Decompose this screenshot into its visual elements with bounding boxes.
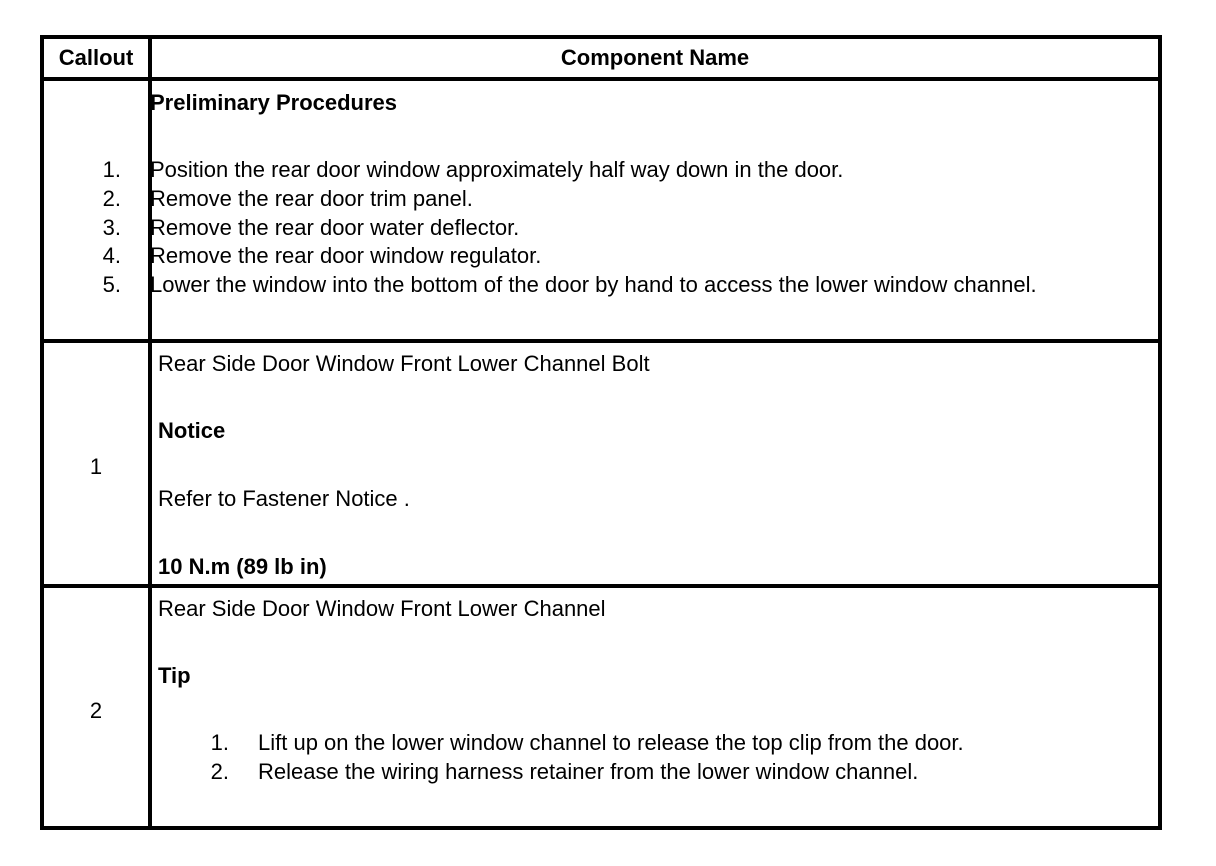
- notice-label: Notice: [158, 418, 226, 443]
- step-number: 3.: [102, 214, 121, 240]
- tip-steps: [210, 729, 964, 787]
- step-number: 1.: [210, 730, 229, 755]
- step-number: 5.: [102, 272, 121, 298]
- header-row: [44, 39, 1158, 77]
- preliminary-title: Preliminary Procedures: [150, 90, 398, 115]
- preliminary-steps: [102, 156, 1037, 300]
- component-name: Rear Side Door Window Front Lower Channel: [158, 596, 606, 621]
- list-item: [210, 758, 964, 787]
- step-number: 4.: [102, 243, 121, 269]
- component-cell: [158, 588, 1158, 826]
- notice-text: Refer to Fastener Notice .: [158, 486, 410, 511]
- step-number: 1.: [102, 157, 121, 182]
- callout-number: 2: [89, 698, 103, 723]
- step-text: Position the rear door window approximately half way down in the door.: [150, 157, 844, 182]
- torque-spec: 10 N.m (89 lb in): [158, 554, 327, 579]
- list-item: [102, 156, 1037, 185]
- list-item: [102, 185, 1037, 214]
- callout-number: 1: [89, 454, 103, 479]
- component-name: Rear Side Door Window Front Lower Channel Bolt: [158, 351, 650, 376]
- list-item: [210, 729, 964, 758]
- header-callout: Callout: [58, 45, 134, 70]
- table-row: [44, 343, 1158, 584]
- procedure-table: [40, 35, 1162, 830]
- list-item: [102, 214, 1037, 243]
- preliminary-callout-cell: [44, 81, 148, 339]
- list-item: [102, 271, 1037, 300]
- preliminary-row: [44, 81, 1158, 339]
- tip-label: Tip: [158, 663, 191, 688]
- component-cell: [158, 343, 1158, 584]
- step-text: Remove the rear door water deflector.: [150, 214, 520, 240]
- list-item: [102, 242, 1037, 271]
- step-text: Lower the window into the bottom of the door by hand to access the lower window channel.: [150, 272, 1037, 298]
- preliminary-content-cell: [102, 81, 1158, 339]
- step-text: Remove the rear door trim panel.: [150, 185, 473, 211]
- step-text: Release the wiring harness retainer from the lower window channel.: [258, 758, 919, 784]
- step-number: 2.: [102, 185, 121, 211]
- table-row: [44, 588, 1158, 826]
- step-number: 2.: [210, 758, 229, 784]
- step-text: Remove the rear door window regulator.: [150, 243, 542, 269]
- step-text: Lift up on the lower window channel to release the top clip from the door.: [258, 730, 964, 755]
- header-component-name: Component Name: [560, 45, 750, 70]
